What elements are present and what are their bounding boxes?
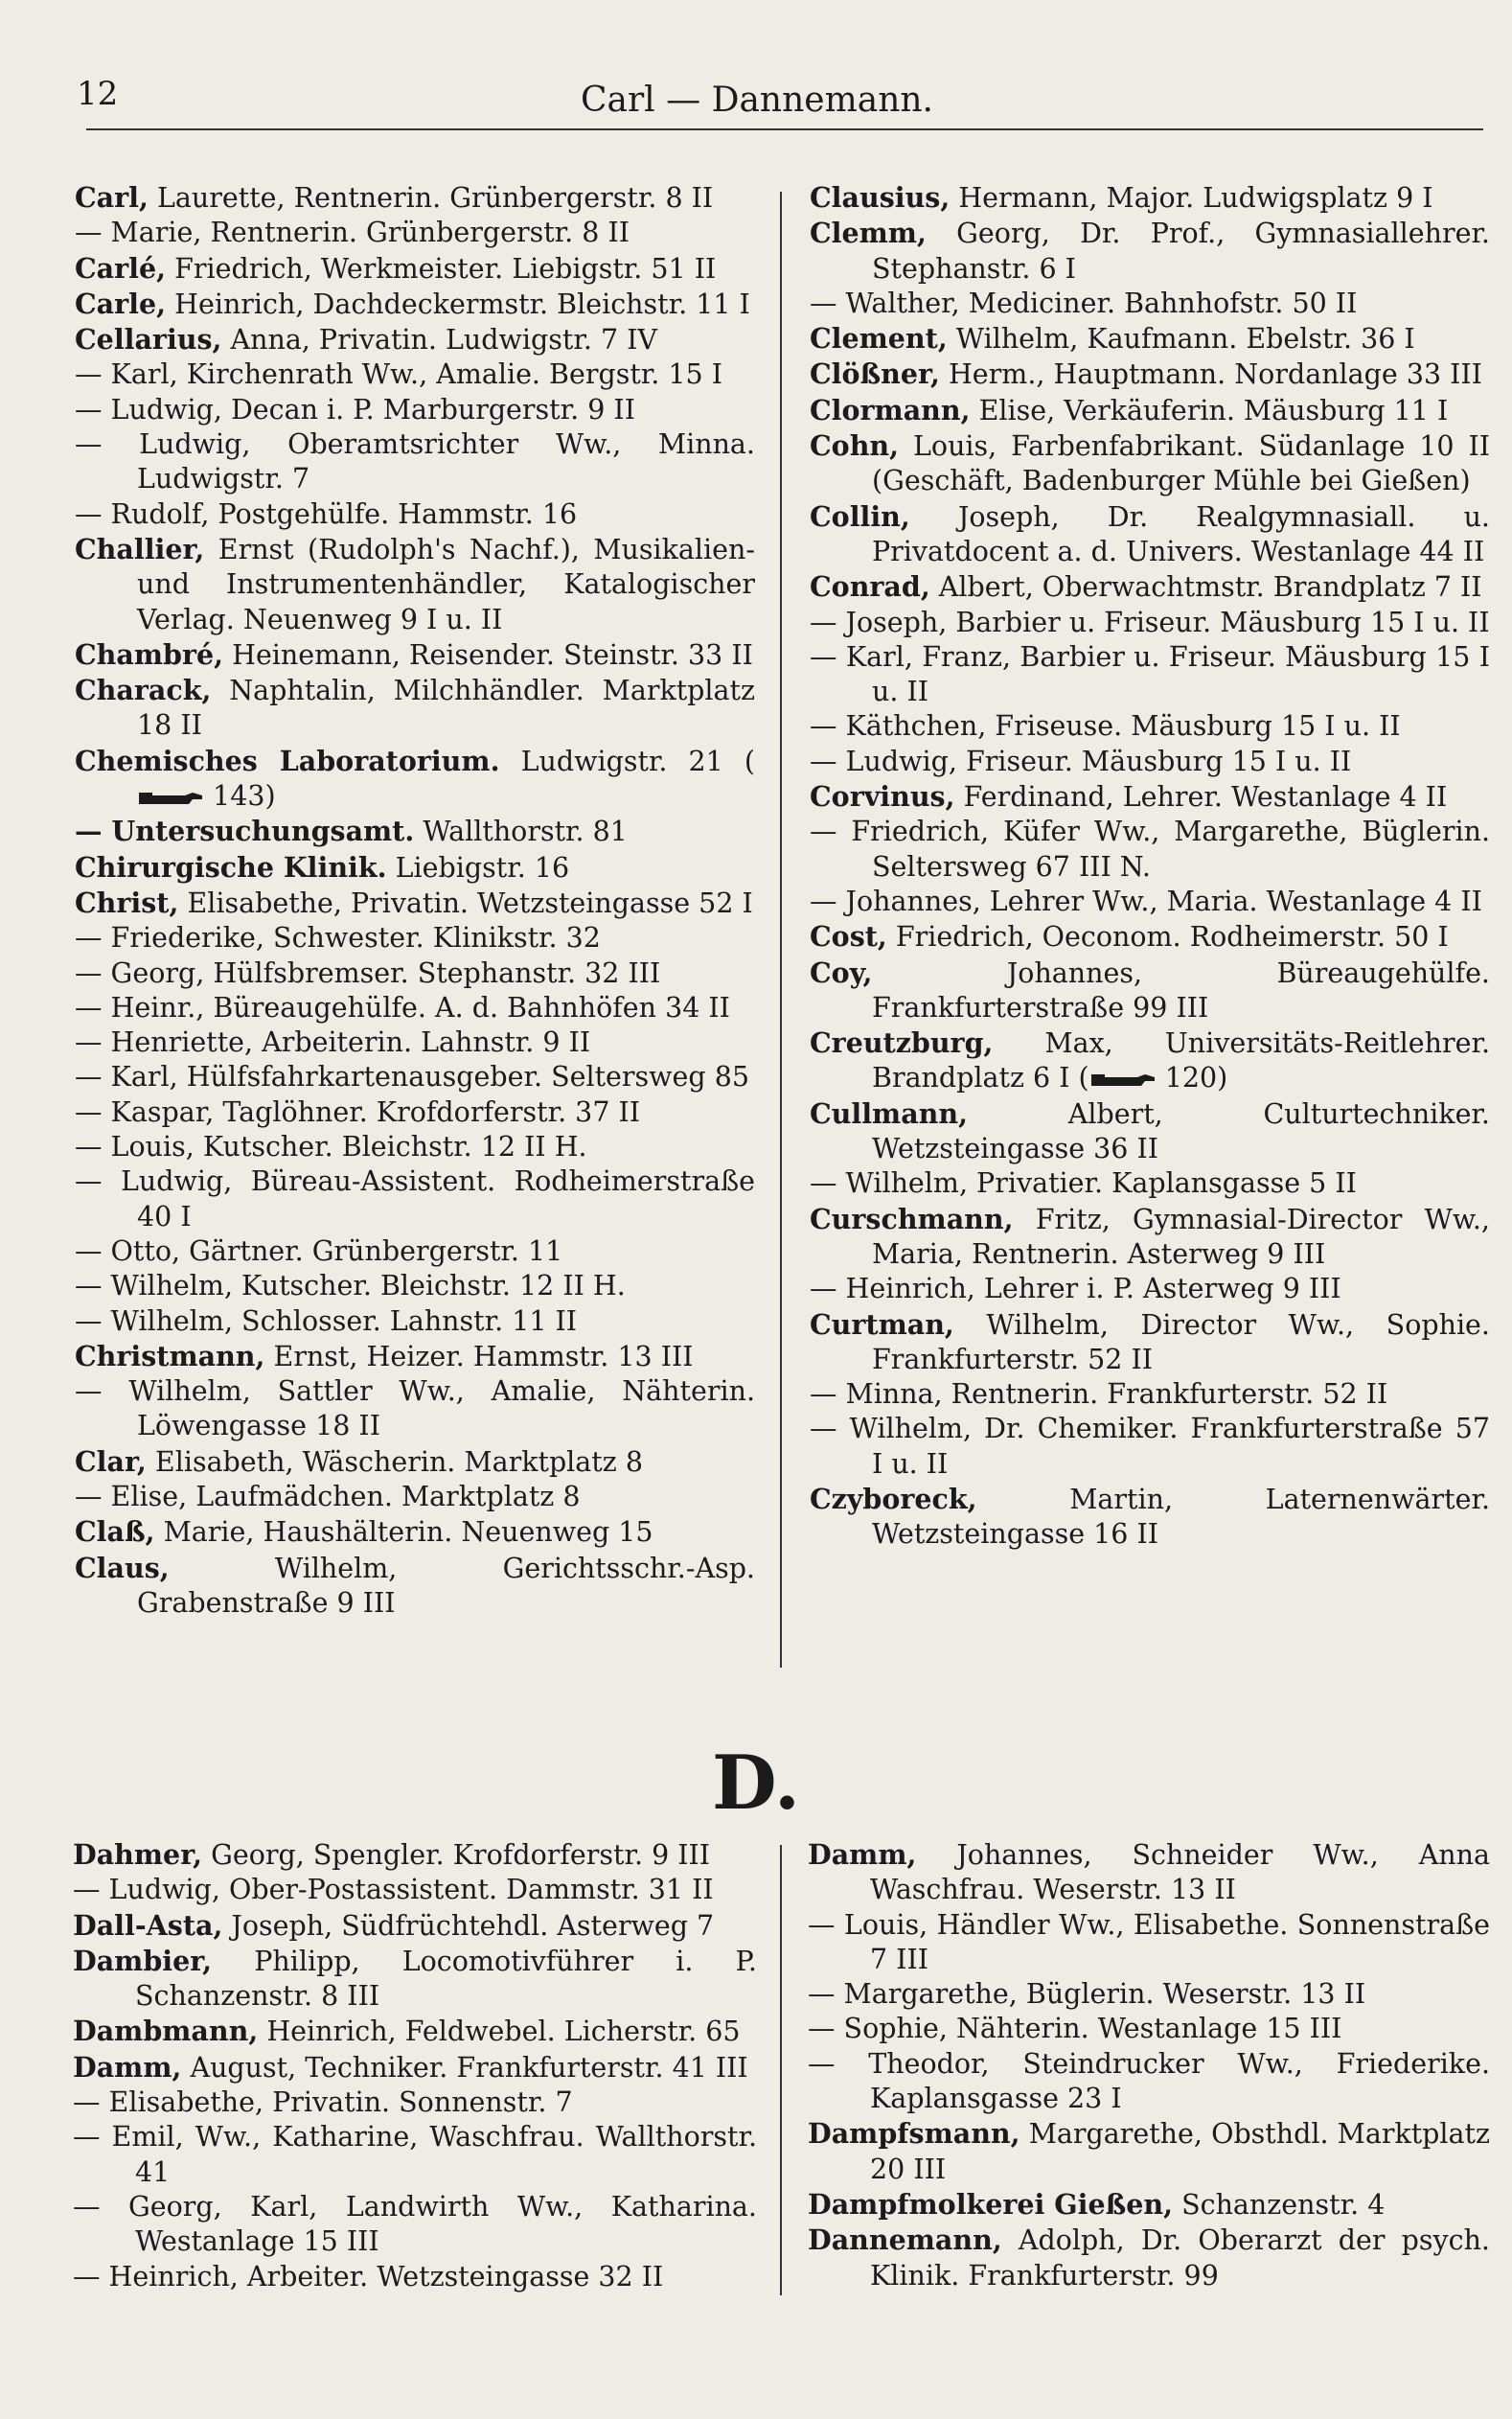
entry-details: — Heinr., Büreaugehülfe. A. d. Bahnhöfen 34 II [75, 991, 730, 1024]
directory-entry [810, 1096, 1490, 1167]
entry-details: Anna, Privatin. Ludwigstr. 7 IV [221, 324, 657, 357]
entry-surname: Dall-Asta, [73, 1908, 223, 1942]
entry-details: — Karl, Kirchenrath Ww., Amalie. Bergstr. 15 I [75, 358, 722, 391]
entry-surname: Dahmer, [73, 1838, 203, 1871]
directory-entry [75, 1130, 755, 1164]
entry-surname: Damm, [808, 1838, 917, 1871]
entry-details: Ferdinand, Lehrer. Westanlage 4 II [954, 781, 1448, 814]
entry-surname: — Untersuchungsamt. [75, 815, 415, 848]
entry-details: — Rudolf, Postgehülfe. Hammstr. 16 [75, 497, 578, 530]
column-left-top [75, 180, 755, 1621]
entry-surname: Cullmann, [810, 1096, 969, 1130]
entry-details: — Ludwig, Friseur. Mäusburg 15 I u. II [810, 745, 1352, 777]
entry-details: Herm., Hauptmann. Nordanlage 33 III [939, 358, 1482, 391]
directory-entry [75, 180, 755, 216]
directory-entry [810, 956, 1490, 1026]
entry-details: Philipp, Locomotivführer i. P. Schanzenstr. 8 III [135, 1945, 757, 2013]
entry-surname: Cellarius, [75, 323, 222, 357]
entry-details: August, Techniker. Frankfurterstr. 41 III [181, 2051, 748, 2084]
entry-surname: Cohn, [810, 429, 900, 463]
entry-surname: Carl, [75, 181, 149, 214]
directory-entry [75, 921, 755, 956]
entry-details: — Theodor, Steindrucker Ww., Friederike. Kaplansgasse 23 I [808, 2047, 1490, 2115]
directory-entry [75, 1269, 755, 1303]
directory-entry [75, 956, 755, 991]
entry-details: — Käthchen, Friseuse. Mäusburg 15 I u. II [810, 710, 1401, 743]
directory-entry [75, 1234, 755, 1269]
directory-entry [73, 2014, 757, 2049]
entry-details: — Ludwig, Oberamtsrichter Ww., Minna. Ludwigstr. 7 [75, 428, 755, 495]
entry-details: Wallthorstr. 81 [414, 816, 628, 848]
entry-surname: Conrad, [810, 570, 930, 604]
directory-entry [810, 428, 1490, 499]
entry-details: Friedrich, Werkmeister. Liebigstr. 51 II [166, 252, 717, 285]
directory-entry [75, 393, 755, 427]
entry-surname: Carlé, [75, 251, 167, 285]
entry-surname: Dambier, [73, 1944, 213, 1977]
directory-entry [810, 357, 1490, 392]
directory-entry [75, 251, 755, 287]
directory-entry [75, 497, 755, 532]
entry-surname: Dambmann, [73, 2015, 259, 2048]
entry-surname: Chambré, [75, 637, 224, 671]
entry-details: — Elisabethe, Privatin. Sonnenstr. 7 [73, 2086, 573, 2119]
directory-entry [808, 1908, 1490, 1978]
directory-entry [810, 1307, 1490, 1378]
directory-entry [73, 2190, 757, 2260]
directory-entry [73, 2085, 757, 2120]
entry-surname: Christ, [75, 886, 179, 919]
entry-details: Albert, Culturtechniker. Wetzsteingasse 36 II [872, 1097, 1490, 1165]
entry-surname: Chirurgische Klinik. [75, 850, 387, 884]
entry-details: Joseph, Dr. Realgymnasiall. u. Privatdocent a. d. Univers. Westanlage 44 II [872, 500, 1490, 567]
entry-details: — Heinrich, Arbeiter. Wetzsteingasse 32 II [73, 2260, 664, 2292]
entry-details: — Karl, Franz, Barbier u. Friseur. Mäusburg 15 I u. II [810, 640, 1490, 708]
entry-surname: Coy, [810, 956, 873, 989]
entry-details: — Georg, Hülfsbremser. Stephanstr. 32 III [75, 956, 661, 989]
directory-entry [73, 1944, 757, 2015]
directory-entry [810, 216, 1490, 287]
entry-surname: Christmann, [75, 1339, 265, 1372]
entry-details: — Walther, Mediciner. Bahnhofstr. 50 II [810, 287, 1358, 319]
entry-details: Wilhelm, Director Ww., Sophie. Frankfurterstr. 52 II [872, 1308, 1490, 1375]
directory-entry [73, 2050, 757, 2085]
entry-details: — Louis, Händler Ww., Elisabethe. Sonnenstraße 7 III [808, 1908, 1490, 1975]
entry-details: — Wilhelm, Sattler Ww., Amalie, Nähterin. Löwengasse 18 II [75, 1375, 755, 1442]
entry-surname: Clemm, [810, 217, 927, 250]
entry-details: — Georg, Karl, Landwirth Ww., Katharina. Westanlage 15 III [73, 2190, 757, 2258]
directory-entry [810, 919, 1490, 955]
entry-details: Wilhelm, Kaufmann. Ebelstr. 36 I [947, 323, 1415, 356]
directory-entry [75, 1551, 755, 1622]
entry-details: — Elise, Laufmädchen. Marktplatz 8 [75, 1480, 581, 1512]
entry-details: — Wilhelm, Privatier. Kaplansgasse 5 II [810, 1167, 1357, 1200]
entry-details: Marie, Haushälterin. Neuenweg 15 [154, 1516, 653, 1549]
directory-entry [810, 815, 1490, 885]
column-left-bottom [73, 1837, 757, 2294]
page-header [77, 69, 1437, 127]
entry-details: Ernst, Heizer. Hammstr. 13 III [264, 1340, 694, 1372]
entry-details: Wilhelm, Gerichtsschr.-Asp. Grabenstraße 9 III [137, 1552, 755, 1619]
directory-entry [73, 2120, 757, 2190]
directory-entry [810, 393, 1490, 428]
directory-entry [808, 2187, 1490, 2223]
entry-details: — Kaspar, Taglöhner. Krofdorferstr. 37 II [75, 1095, 641, 1128]
directory-entry [810, 1202, 1490, 1273]
entry-details: — Sophie, Nähterin. Westanlage 15 III [808, 2013, 1342, 2045]
directory-entry [810, 1377, 1490, 1412]
entry-details: — Henriette, Arbeiterin. Lahnstr. 9 II [75, 1026, 591, 1059]
entry-surname: Dannemann, [808, 2223, 1002, 2257]
header-rule [86, 128, 1483, 130]
directory-entry [75, 637, 755, 673]
directory-entry [810, 606, 1490, 640]
directory-entry [810, 779, 1490, 815]
entry-details: — Wilhelm, Schlosser. Lahnstr. 11 II [75, 1304, 578, 1337]
entry-surname: Dampfsmann, [808, 2117, 1020, 2151]
directory-entry [810, 321, 1490, 357]
column-right-bottom [808, 1837, 1490, 2293]
column-right-top [810, 180, 1490, 1553]
entry-details: Heinrich, Feldwebel. Licherstr. 65 [258, 2016, 741, 2048]
entry-details: Adolph, Dr. Oberarzt der psych. Klinik. Frankfurterstr. 99 [870, 2224, 1490, 2292]
directory-entry [810, 745, 1490, 779]
entry-details: — Heinrich, Lehrer i. P. Asterweg 9 III [810, 1273, 1341, 1305]
entry-details: — Ludwig, Decan i. P. Marburgerstr. 9 II [75, 393, 635, 426]
directory-entry [75, 673, 755, 744]
entry-surname: Curtman, [810, 1307, 954, 1341]
column-divider-bottom [780, 1845, 782, 2295]
entry-details: Georg, Dr. Prof., Gymnasiallehrer. Stephanstr. 6 I [872, 218, 1490, 285]
entry-details: Margarethe, Obsthdl. Marktplatz 20 III [870, 2118, 1490, 2185]
entry-surname: Curschmann, [810, 1202, 1014, 1235]
entry-details: Naphtalin, Milchhändler. Marktplatz 18 II [137, 675, 755, 742]
entry-details: — Wilhelm, Kutscher. Bleichstr. 12 II H. [75, 1270, 626, 1302]
entry-details: — Minna, Rentnerin. Frankfurterstr. 52 II [810, 1378, 1388, 1411]
entry-details: Laurette, Rentnerin. Grünbergerstr. 8 II [148, 182, 714, 214]
column-divider-top [780, 192, 782, 1668]
entry-details: — Karl, Hülfsfahrkartenausgeber. Seltersweg 85 [75, 1061, 749, 1094]
entry-details: Louis, Farbenfabrikant. Südanlage 10 II (Geschäft, Badenburger Mühle bei Gießen) [872, 430, 1490, 497]
directory-entry [808, 2047, 1490, 2117]
directory-entry [75, 357, 755, 392]
directory-entry [75, 744, 755, 815]
entry-details: — Marie, Rentnerin. Grünbergerstr. 8 II [75, 217, 630, 249]
entry-surname: Collin, [810, 499, 910, 533]
directory-entry [810, 1412, 1490, 1482]
entry-surname: Creutzburg, [810, 1026, 994, 1060]
entry-details: Hermann, Major. Ludwigsplatz 9 I [950, 182, 1433, 214]
directory-entry [75, 532, 755, 637]
entry-details: Martin, Laternenwärter. Wetzsteingasse 16 II [872, 1483, 1490, 1551]
directory-entry [75, 1060, 755, 1094]
directory-entry [73, 1837, 757, 1873]
entry-surname: Clausius, [810, 181, 951, 214]
entry-details: Elise, Verkäuferin. Mäusburg 11 I [970, 394, 1449, 426]
entry-details: Max, Universitäts-Reitlehrer. Brandplatz 6 I ( [872, 1027, 1490, 1094]
directory-entry [810, 569, 1490, 605]
entry-surname: Claß, [75, 1515, 155, 1549]
directory-entry [73, 2260, 757, 2294]
entry-details: Fritz, Gymnasial-Director Ww., Maria, Rentnerin. Asterweg 9 III [872, 1203, 1490, 1270]
entry-surname: Charack, [75, 674, 212, 707]
entry-details: Heinemann, Reisender. Steinstr. 33 II [223, 638, 753, 671]
entry-details: Liebigstr. 16 [386, 851, 570, 884]
directory-entry [75, 850, 755, 886]
entry-details: — Ludwig, Ober-Postassistent. Dammstr. 31 II [73, 1874, 714, 1906]
entry-surname: Damm, [73, 2050, 182, 2084]
entry-details: Ludwigstr. 21 ( [499, 745, 755, 777]
entry-details: Johannes, Schneider Ww., Anna Waschfrau. Weserstr. 13 II [870, 1839, 1490, 1906]
directory-entry [810, 1166, 1490, 1201]
entry-details: Georg, Spengler. Krofdorferstr. 9 III [202, 1839, 711, 1871]
directory-entry [75, 1095, 755, 1130]
entry-surname: Carle, [75, 287, 167, 320]
directory-entry [810, 499, 1490, 570]
entry-details: Elisabethe, Privatin. Wetzsteingasse 52 I [178, 887, 753, 919]
directory-entry [810, 885, 1490, 919]
directory-entry [75, 287, 755, 322]
section-letter-d: D. [711, 1739, 800, 1827]
entry-details: — Otto, Gärtner. Grünbergerstr. 11 [75, 1234, 563, 1267]
entry-details: Johannes, Büreaugehülfe. Frankfurterstraße 99 III [872, 956, 1490, 1024]
entry-surname: Clar, [75, 1444, 147, 1478]
entry-details: — Johannes, Lehrer Ww., Maria. Westanlage 4 II [810, 885, 1482, 917]
entry-details: Ernst (Rudolph's Nachf.), Musikalien- und Instrumentenhändler, Katalogischer Verlag. Neuenweg 9 I u. II [137, 533, 755, 635]
entry-details: Friedrich, Oeconom. Rodheimerstr. 50 I [886, 921, 1449, 954]
entry-surname: Clement, [810, 322, 948, 356]
entry-surname: Claus, [75, 1551, 170, 1584]
directory-entry [808, 2223, 1490, 2293]
directory-entry [810, 1272, 1490, 1306]
entry-details: Schanzenstr. 4 [1173, 2188, 1386, 2221]
directory-entry [808, 1977, 1490, 2012]
directory-entry [75, 216, 755, 250]
entry-details: — Margarethe, Büglerin. Weserstr. 13 II [808, 1978, 1366, 2011]
entry-details: — Emil, Ww., Katharine, Waschfrau. Wallthorstr. 41 [73, 2121, 757, 2188]
directory-entry [75, 1304, 755, 1339]
telephone-number: 120) [1156, 1062, 1228, 1094]
directory-entry [75, 1025, 755, 1060]
directory-entry [75, 427, 755, 497]
directory-entry [75, 1480, 755, 1514]
directory-entry [810, 1482, 1490, 1553]
page-number: 12 [77, 75, 119, 113]
directory-entry [75, 1164, 755, 1234]
directory-entry [75, 322, 755, 357]
entry-surname: Clößner, [810, 357, 940, 391]
entry-surname: Dampfmolkerei Gießen, [808, 2187, 1174, 2221]
directory-entry [75, 1374, 755, 1444]
entry-details: — Joseph, Barbier u. Friseur. Mäusburg 15 I u. II [810, 606, 1490, 638]
entry-surname: Czyboreck, [810, 1482, 977, 1515]
telephone-number: 143) [204, 780, 276, 813]
entry-surname: Cost, [810, 920, 887, 954]
directory-entry [810, 709, 1490, 744]
directory-entry [75, 1444, 755, 1480]
entry-surname: Corvinus, [810, 780, 955, 814]
directory-entry [808, 1837, 1490, 1908]
directory-entry [75, 814, 755, 849]
directory-entry [73, 1908, 757, 1944]
entry-details: Heinrich, Dachdeckermstr. Bleichstr. 11 I [166, 288, 750, 320]
directory-entry [75, 1514, 755, 1550]
entry-details: Elisabeth, Wäscherin. Marktplatz 8 [146, 1445, 643, 1478]
entry-details: — Friedrich, Küfer Ww., Margarethe, Büglerin. Seltersweg 67 III N. [810, 816, 1490, 883]
directory-entry [808, 2116, 1490, 2187]
entry-details: — Friederike, Schwester. Klinikstr. 32 [75, 922, 601, 955]
directory-entry [810, 640, 1490, 710]
entry-details: Joseph, Südfrüchtehdl. Asterweg 7 [222, 1909, 715, 1942]
directory-entry [808, 2012, 1490, 2046]
telephone-hand-icon [137, 788, 204, 809]
running-title: Carl — Dannemann. [580, 81, 934, 120]
entry-surname: Chemisches Laboratorium. [75, 744, 500, 777]
telephone-hand-icon [1089, 1070, 1157, 1091]
directory-entry [75, 886, 755, 921]
directory-entry [810, 287, 1490, 321]
directory-entry [810, 1025, 1490, 1096]
directory-entry [75, 991, 755, 1025]
entry-surname: Clormann, [810, 393, 971, 426]
entry-details: — Wilhelm, Dr. Chemiker. Frankfurterstraße 57 I u. II [810, 1413, 1490, 1480]
directory-entry [810, 180, 1490, 216]
entry-details: — Louis, Kutscher. Bleichstr. 12 II H. [75, 1131, 587, 1163]
entry-details: — Ludwig, Büreau-Assistent. Rodheimerstraße 40 I [75, 1165, 755, 1233]
entry-surname: Challier, [75, 532, 205, 565]
entry-details: Albert, Oberwachtmstr. Brandplatz 7 II [929, 571, 1482, 604]
directory-entry [75, 1339, 755, 1374]
directory-entry [73, 1873, 757, 1907]
